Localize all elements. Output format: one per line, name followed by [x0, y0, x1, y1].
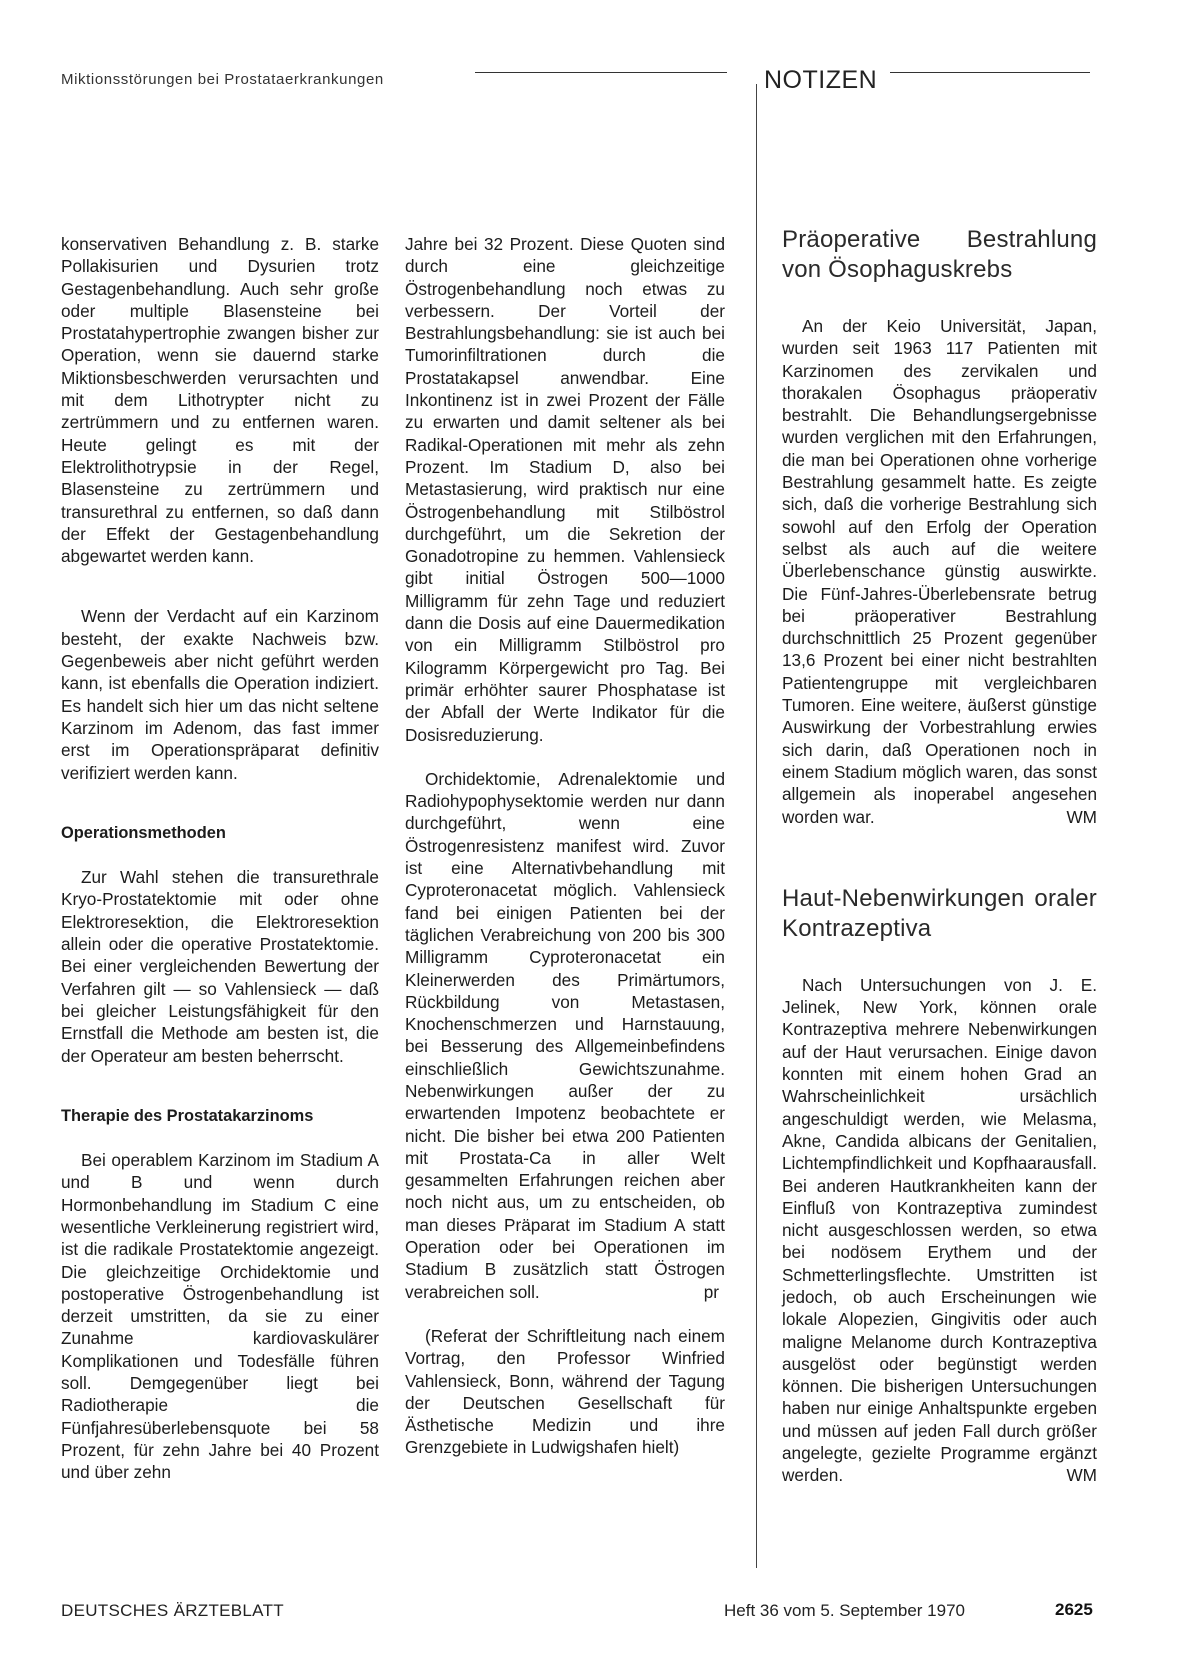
header-rule-right [890, 72, 1090, 73]
subheading: Therapie des Prostatakarzinoms [61, 1106, 314, 1125]
paragraph [405, 768, 725, 1303]
author-initials: WM [1066, 1465, 1097, 1486]
column-2 [405, 233, 725, 1459]
running-header: Miktionsstörungen bei Prostataerkrankungen [61, 71, 384, 88]
column-divider [756, 84, 757, 1568]
section-label: NOTIZEN [764, 66, 878, 94]
column-1 [61, 233, 379, 1484]
paragraph-text: Nach Untersuchungen von J. E. Jelinek, New York, können orale Kontrazeptiva mehrere Nebenwirkungen auf der Haut verursachen. Einige davon konnten mit einem hohen Grad an Wahrscheinlichkeit ursächlich angeschuldigt werden, wie Melasma, Akne, Candida albicans der Genitalien, Lichtempfindlichkeit und Kopfhaarausfall. Bei anderen Hautkrankheiten kann der Einfluß von Kontrazeptiva zumindest nicht ausgeschlossen werden, so etwa bei nodösem Erythem und der Schmetterlingsflechte. Umstritten ist jedoch, ob auch Erscheinungen wie lokale Alopezien, Gingivitis oder auch maligne Melanome durch Kontrazeptiva ausgelöst oder begünstigt werden können. Die bisherigen Untersuchungen haben nur einige Anhaltspunkte ergeben und müssen auf jeden Fall durch größer angelegte, gezielte Programme ergänzt werden. [782, 974, 1097, 1486]
paragraph: Zur Wahl stehen die transurethrale Kryo-Prostatektomie mit oder ohne Elektroresektion, die Elektroresektion allein oder die operative Prostatektomie. Bei einer vergleichenden Bewertung der Verfahren gilt — so Vahlensieck — daß bei gleicher Leistungsfähigkeit für den Ernstfall die Methode am besten ist, die der Operateur am besten beherrscht. [61, 867, 379, 1066]
paragraph: konservativen Behandlung z. B. starke Pollakisurien und Dysurien trotz Gestagenbehandlung. Auch sehr große oder multiple Blasensteine bei Prostatahypertrophie zwangen bisher zur Operation, wenn sie dauernd starke Miktionsbeschwerden verursachten und mit dem Lithotrypter nicht zu zertrümmern und zu entfernen waren. Heute gelingt es mit der Elektrolithotrypsie in der Regel, Blasensteine zu zertrümmern und transurethral zu entfernen, so daß dann der Effekt der Gestagenbehandlung abgewartet werden kann. [61, 234, 379, 567]
paragraph: Bei operablem Karzinom im Stadium A und B und wenn durch Hormonbehandlung im Stadium C eine wesentliche Verkleinerung registriert wird, ist die radikale Prostatektomie angezeigt. Die gleichzeitige Orchidektomie und postoperative Östrogenbehandlung ist derzeit umstritten, da sie zu einer Zunahme kardiovaskulärer Komplikationen und Todesfälle führen soll. Demgegenüber liegt bei Radiotherapie die Fünfjahresüberlebensquote bei 58 Prozent, für zehn Jahre bei 40 Prozent und über zehn [61, 1150, 379, 1483]
paragraph-text: Orchidektomie, Adrenalektomie und Radiohypophysektomie werden nur dann durchgeführt, wenn eine Östrogenresistenz manifest wird. Zuvor ist eine Alternativbehandlung mit Cyproteronacetat möglich. Vahlensieck fand bei einigen Patienten bei der täglichen Verabreichung von 200 bis 300 Milligramm Cyproteronacetat ein Kleinerwerden des Primärtumors, Rückbildung von Metastasen, Knochenschmerzen und Harnstauung, bei Besserung des Allgemeinbefindens einschließlich Gewichtszunahme. Nebenwirkungen außer der zu erwartenden Impotenz beobachtete er nicht. Die bisher bei etwa 200 Patienten mit Prostata-Ca in aller Welt gesammelten Erfahrungen reichen aber noch nicht aus, um zu entscheiden, ob man dieses Präparat im Stadium A statt Operation oder bei Operationen im Stadium B zusätzlich statt Östrogen verabreichen soll. [405, 768, 725, 1302]
paragraph: Wenn der Verdacht auf ein Karzinom besteht, der exakte Nachweis bzw. Gegenbeweis aber nicht geführt werden kann, ist ebenfalls die Operation indiziert. Es handelt sich hier um das nicht seltene Karzinom im Adenom, das fast immer erst im Operationspräparat definitiv verifiziert werden kann. [61, 606, 379, 783]
journal-name: DEUTSCHES ÄRZTEBLATT [61, 1601, 284, 1620]
author-initials: WM [1066, 806, 1097, 827]
article-title: Präoperative Bestrahlung von Ösophaguskrebs [782, 226, 1097, 283]
paragraph [782, 974, 1097, 1487]
column-3 [782, 225, 1097, 1487]
header-rule-left [475, 72, 727, 73]
author-initials: pr [703, 1281, 719, 1302]
paragraph: Jahre bei 32 Prozent. Diese Quoten sind durch eine gleichzeitige Östrogenbehandlung noch etwas zu verbessern. Der Vorteil der Bestrahlungsbehandlung: sie ist auch bei Tumorinfiltrationen durch die Prostatakapsel anwendbar. Eine Inkontinenz ist in zwei Prozent der Fälle zu erwarten und damit seltener als bei Radikal-Operationen mit mehr als zehn Prozent. Im Stadium D, also bei Metastasierung, wird praktisch nur eine Östrogenbehandlung mit Stilböstrol durchgeführt, um die Sekretion der Gonadotropine zu hemmen. Vahlensieck gibt initial Östrogen 500—1000 Milligramm für zehn Tage und reduziert dann die Dosis auf eine Dauermedikation von ein Milligramm Stilböstrol pro Kilogramm Körpergewicht pro Tag. Bei primär erhöhter saurer Phosphatase ist der Abfall der Werte Indikator für die Dosisreduzierung. [405, 234, 725, 745]
page-number: 2625 [1055, 1600, 1093, 1619]
subheading: Operationsmethoden [61, 823, 226, 842]
paragraph: (Referat der Schriftleitung nach einem Vortrag, den Professor Winfried Vahlensieck, Bonn, während der Tagung der Deutschen Gesellschaft für Ästhetische Medizin und ihre Grenzgebiete in Ludwigshafen hielt) [405, 1325, 725, 1458]
paragraph [782, 315, 1097, 828]
issue-info: Heft 36 vom 5. September 1970 [724, 1601, 965, 1620]
article-title: Haut-Nebenwirkungen oraler Kontrazeptiva [782, 884, 1097, 942]
paragraph-text: An der Keio Universität, Japan, wurden seit 1963 117 Patienten mit Karzinomen des zervikalen und thorakalen Ösophagus präoperativ bestrahlt. Die Behandlungsergebnisse wurden verglichen mit den Erfahrungen, die man bei Operationen ohne vorherige Bestrahlung gesammelt hatte. Es zeigte sich, daß die vorherige Bestrahlung sich sowohl auf den Erfolg der Operation selbst als auch auf die weitere Überlebenschance günstig auswirkte. Die Fünf-Jahres-Überlebensrate betrug bei präoperativer Bestrahlung durchschnittlich 25 Prozent gegenüber 13,6 Prozent bei einer nicht bestrahlten Patientengruppe mit vergleichbaren Tumoren. Eine weitere, äußerst günstige Auswirkung der Vorbestrahlung erwies sich darin, daß Operationen noch in einem Stadium möglich waren, das sonst allgemein als inoperabel angesehen worden war. [782, 316, 1097, 827]
